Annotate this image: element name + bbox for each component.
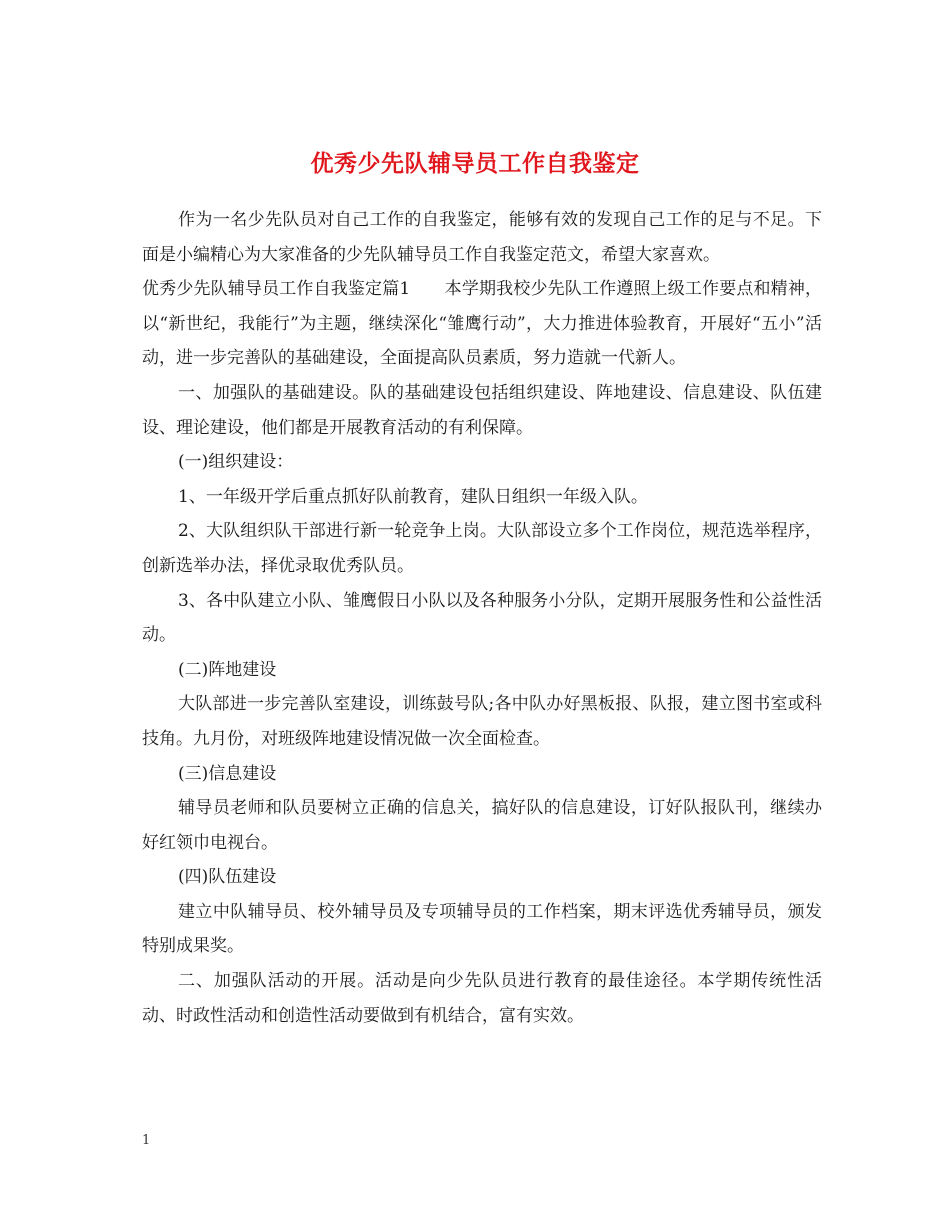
list-item: 2、大队组织队干部进行新一轮竞争上岗。大队部设立多个工作岗位，规范选举程序，创新选举办法，择优录取优秀队员。 <box>142 521 822 576</box>
paragraph-part-one: 一、加强队的基础建设。队的基础建设包括组织建设、阵地建设、信息建设、队伍建设、理论建设，他们都是开展教育活动的有利保障。 <box>142 382 822 438</box>
paragraph-section-heading: 优秀少先队辅导员工作自我鉴定篇1 本学期我校少先队工作遵照上级工作要点和精神，以“新世纪，我能行”为主题，继续深化“雏鹰行动”，大力推进体验教育，开展好“五小”活动，进一步完善队的基础建设，全面提高队员素质，努力造就一代新人。 <box>142 279 822 369</box>
paragraph-part-two: 二、加强队活动的开展。活动是向少先队员进行教育的最佳途径。本学期传统性活动、时政性活动和创造性活动要做到有机结合，富有实效。 <box>142 971 822 1026</box>
paragraph-intro: 作为一名少先队员对自己工作的自我鉴定，能够有效的发现自己工作的足与不足。下面是小编精心为大家准备的少先队辅导员工作自我鉴定范文，希望大家喜欢。 <box>142 210 822 265</box>
subheading-organization: (一)组织建设： <box>178 452 294 473</box>
document-title: 优秀少先队辅导员工作自我鉴定 <box>310 150 640 178</box>
subheading-position: (二)阵地建设 <box>178 659 277 680</box>
document-body <box>142 203 822 1033</box>
list-item: 1、一年级开学后重点抓好队前教育，建队日组织一年级入队。 <box>178 486 648 507</box>
paragraph-position: 大队部进一步完善队室建设，训练鼓号队;各中队办好黑板报、队报，建立图书室或科技角。九月份，对班级阵地建设情况做一次全面检查。 <box>142 694 822 749</box>
paragraph-information: 辅导员老师和队员要树立正确的信息关，搞好队的信息建设，订好队报队刊，继续办好红领巾电视台。 <box>142 798 822 853</box>
page-number: 1 <box>142 1133 151 1148</box>
paragraph-team: 建立中队辅导员、校外辅导员及专项辅导员的工作档案，期末评选优秀辅导员，颁发特别成果奖。 <box>142 901 822 957</box>
list-item: 3、各中队建立小队、雏鹰假日小队以及各种服务小分队，定期开展服务性和公益性活动。 <box>142 590 822 646</box>
subheading-information: (三)信息建设 <box>178 763 277 784</box>
subheading-team: (四)队伍建设 <box>178 867 277 888</box>
